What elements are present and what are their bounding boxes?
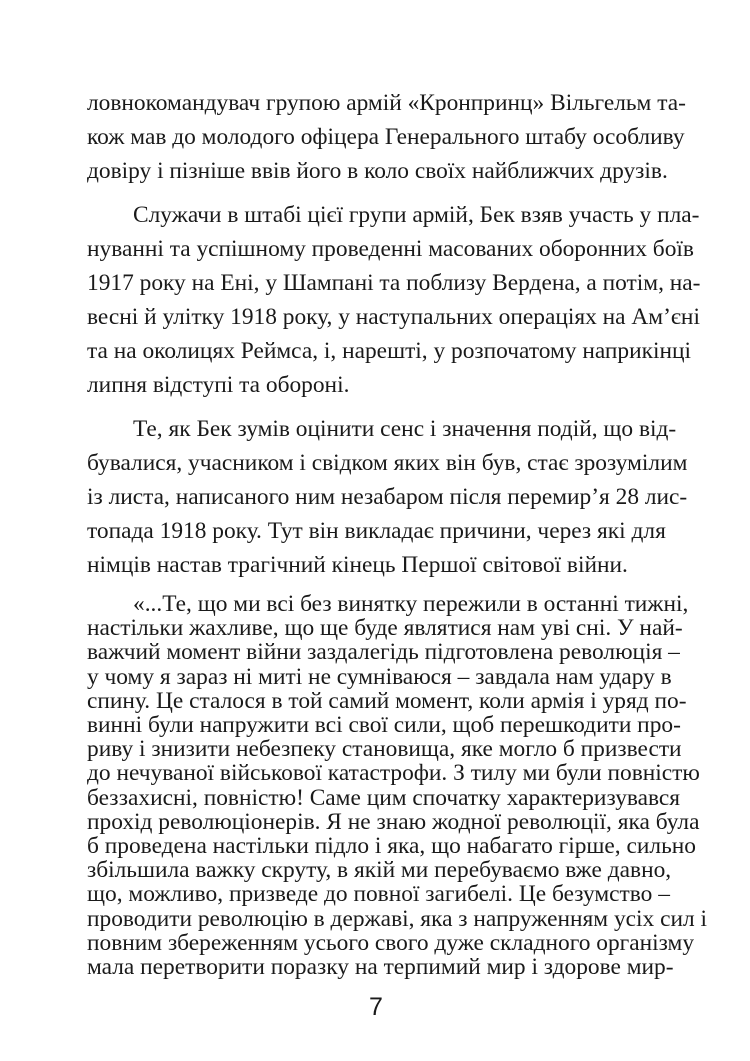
paragraph-4-line-1: «...Те, що ми всі без винятку пережили в останні тижні,: [133, 591, 689, 617]
paragraph-3-line-3: із листа, написаного ним незабаром після перемир’я 28 лис-: [87, 484, 688, 510]
paragraph-4-line-14: проводити революцію в державі, яка з напруженням усіх сил і: [87, 905, 707, 932]
paragraph-3-line-4: топада 1918 року. Тут він викладає причини, через які для: [87, 518, 666, 544]
paragraph-2-line-4: весні й улітку 1918 року, у наступальних операціях на Ам’єні: [87, 304, 700, 330]
paragraph-4-line-11: б проведена настільки підло і яка, що набагато гірше, сильно: [87, 833, 696, 859]
paragraph-2-line-2: нуванні та успішному проведенні масованих оборонних боїв: [87, 236, 694, 262]
paragraph-4-line-15: повним збереженням усього свого дуже складного організму: [87, 929, 695, 956]
paragraph-4-line-10: прохід революціонерів. Я не знаю жодної революції, яка була: [87, 808, 700, 835]
paragraph-4-line-12: збільшила важку скруту, в якій ми перебуваємо вже давно,: [87, 857, 672, 884]
paragraph-4-line-4: у чому я зараз ні миті не сумніваюся – завдала нам удару в: [87, 663, 672, 690]
paragraph-4-line-5: спину. Це сталося в той самий момент, коли армія і уряд по-: [87, 687, 687, 714]
paragraph-3-line-2: бувалися, учасником і свідком яких він був, стає зрозумілим: [87, 450, 688, 476]
paragraph-4-line-16: мала перетворити поразку на терпимий мир і здорове мир-: [87, 954, 674, 980]
paragraph-3-line-1: Те, як Бек зумів оцінити сенс і значення подій, що від-: [133, 416, 677, 442]
paragraph-4-line-7: риву і знизити небезпеку становища, яке могло б призвести: [87, 736, 682, 763]
paragraph-4-line-2: настільки жахливе, що ще буде являтися нам уві сні. У най-: [87, 615, 683, 642]
paragraph-2-line-1: Служачи в штабі цієї групи армій, Бек взяв участь у пла-: [133, 202, 700, 228]
paragraph-2-line-6: липня відступі та обороні.: [87, 372, 350, 398]
paragraph-4-line-3: важчий момент війни заздалегідь підготовлена революція –: [87, 639, 680, 666]
page-number: 7: [369, 993, 383, 1021]
paragraph-2-line-5: та на околицях Реймса, і, нарешті, у розпочатому наприкінці: [87, 338, 692, 364]
paragraph-3-line-5: німців настав трагічний кінець Першої світової війни.: [87, 552, 628, 578]
paragraph-4-line-8: до нечуваної військової катастрофи. З тилу ми були повністю: [87, 760, 700, 787]
paragraph-2-line-3: 1917 року на Ені, у Шампані та поблизу Вердена, а потім, на-: [87, 270, 701, 296]
paragraph-4-line-13: що, можливо, призведе до повної загибелі. Це безумство –: [87, 881, 670, 908]
paragraph-4-line-6: винні були напружити всі свої сили, щоб перешкодити про-: [87, 712, 681, 738]
paragraph-1-line-2: кож мав до молодого офіцера Генерального штабу особливу: [87, 124, 685, 150]
book-page: [87, 0, 707, 1061]
paragraph-4-line-9: беззахисні, повністю! Саме цим спочатку характеризувався: [87, 784, 681, 811]
paragraph-1-line-3: довіру і пізніше ввів його в коло своїх найближчих друзів.: [87, 158, 668, 184]
paragraph-1-line-1: ловнокомандувач групою армій «Кронпринц» Вільгельм та-: [87, 90, 686, 116]
